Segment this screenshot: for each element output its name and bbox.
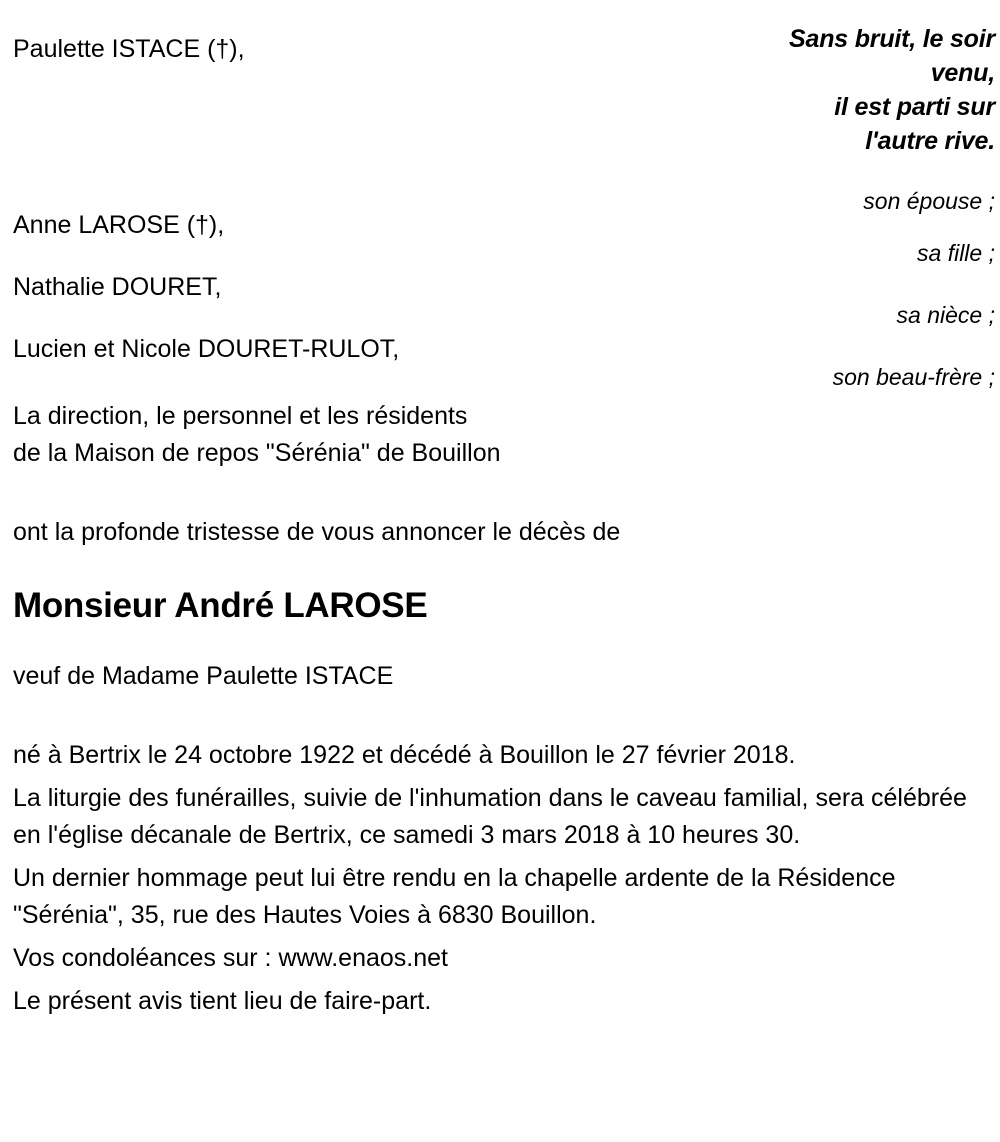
birth-death-line: né à Bertrix le 24 octobre 1922 et décédé à Bouillon le 27 février 2018.	[13, 741, 796, 769]
announcement-section	[13, 515, 988, 1026]
funeral-details: La liturgie des funérailles, suivie de l'inhumation dans le caveau familial, sera célébrée en l'église décanale de Bertrix, ce samedi 3 mars 2018 à 10 heures 30.	[13, 784, 967, 849]
survivor-relation: son épouse ;	[863, 188, 995, 214]
survivor-name: Nathalie DOURET,	[13, 273, 222, 301]
survivor-relation: son beau-frère ;	[832, 364, 995, 390]
survivor-name: Anne LAROSE (†),	[13, 211, 225, 239]
deceased-name: Monsieur André LAROSE	[13, 586, 428, 625]
condolences-line: Vos condoléances sur : www.enaos.net	[13, 944, 448, 972]
survivor-relation: sa nièce ;	[896, 302, 995, 328]
epitaph-quote	[575, 22, 995, 158]
organization-line-2: de la Maison de repos "Sérénia" de Bouillon	[13, 439, 501, 467]
organization-block	[13, 398, 501, 472]
epitaph-line-3: il est parti sur	[834, 93, 995, 121]
epitaph-line-1: Sans bruit, le soir	[789, 25, 995, 53]
survivor-name: Paulette ISTACE (†),	[13, 35, 245, 63]
closing-line: Le présent avis tient lieu de faire-part.	[13, 987, 432, 1015]
epitaph-line-2: venu,	[930, 59, 995, 87]
survivors-and-epitaph-section	[0, 0, 1000, 500]
announcement-intro: ont la profonde tristesse de vous annoncer le décès de	[13, 518, 621, 546]
survivor-name: Lucien et Nicole DOURET-RULOT,	[13, 335, 400, 363]
epitaph-line-4: l'autre rive.	[865, 127, 995, 155]
spouse-line: veuf de Madame Paulette ISTACE	[13, 662, 394, 690]
tribute-details: Un dernier hommage peut lui être rendu en la chapelle ardente de la Résidence "Sérénia", 35, rue des Hautes Voies à 6830 Bouillon.	[13, 864, 896, 929]
survivor-relation: sa fille ;	[917, 240, 995, 266]
organization-line-1: La direction, le personnel et les résidents	[13, 402, 468, 430]
